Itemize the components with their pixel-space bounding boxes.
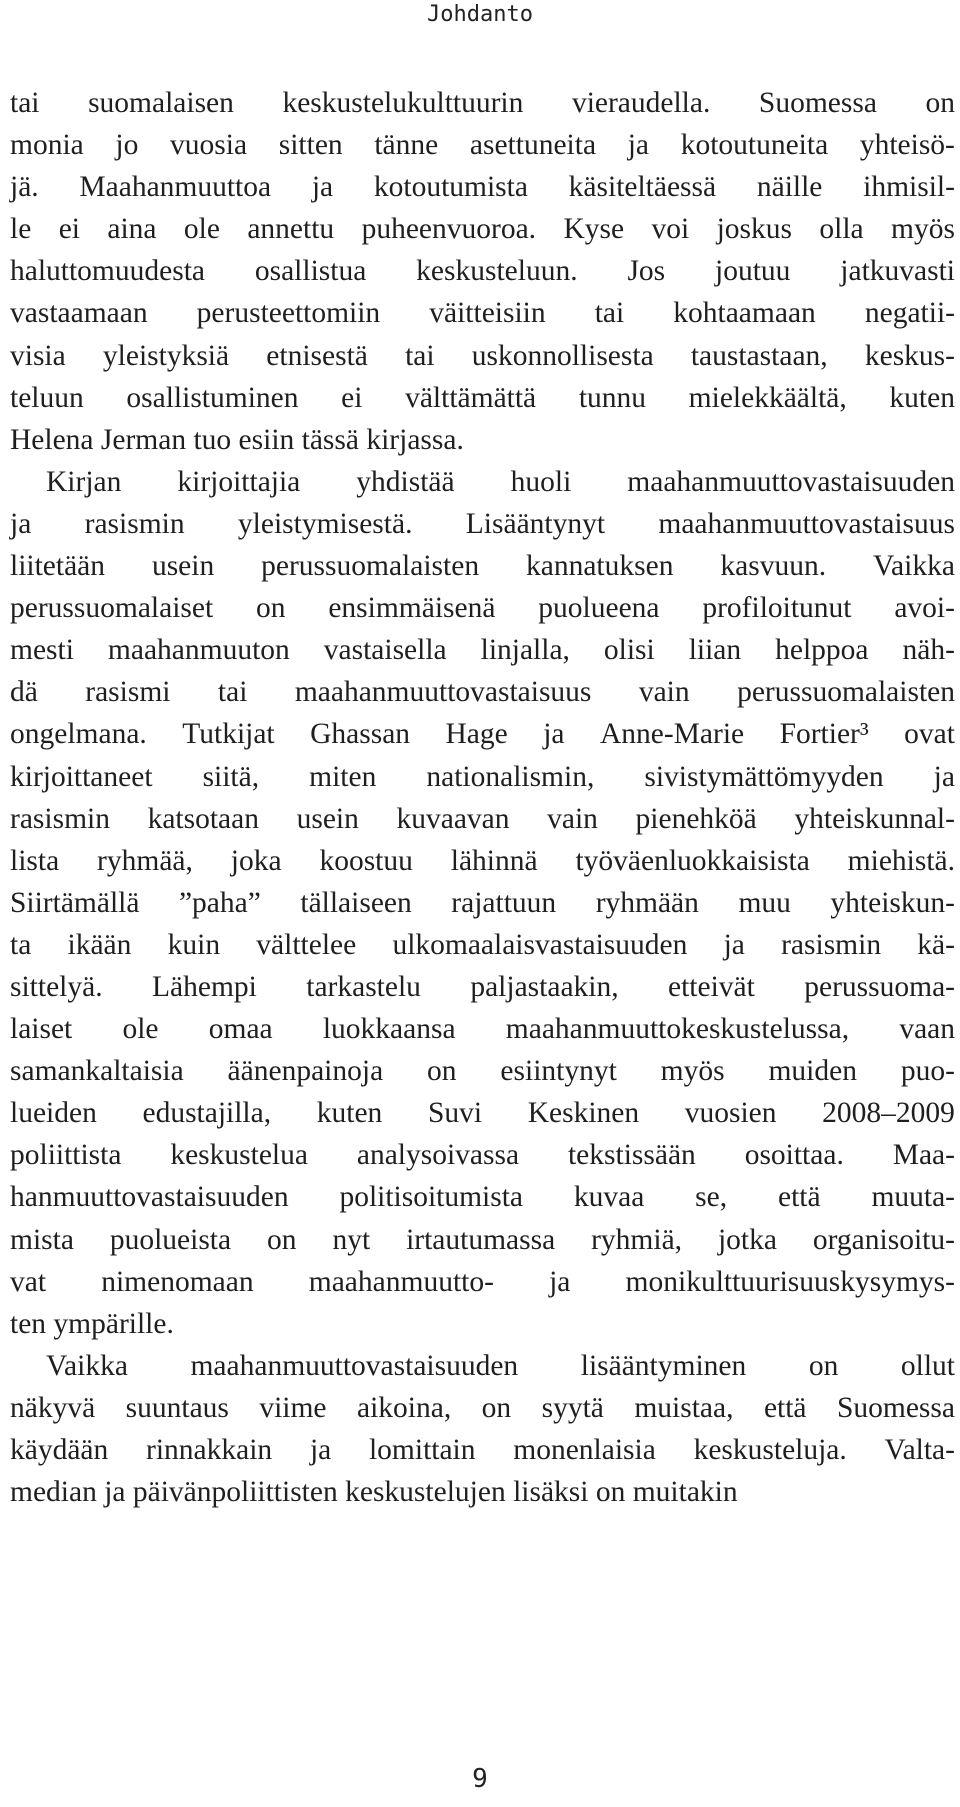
text-line: poliittista keskustelua analysoivassa tekstissään osoittaa. Maa-: [10, 1139, 955, 1172]
text-line: le ei aina ole annettu puheenvuoroa. Kyse voi joskus olla myös: [10, 213, 955, 246]
text-line: dä rasismi tai maahanmuuttovastaisuus vain perussuomalaisten: [10, 676, 955, 709]
text-line: hanmuuttovastaisuuden politisoitumista kuvaa se, että muuta-: [10, 1181, 955, 1214]
page-number: 9: [472, 1764, 488, 1794]
text-line: perussuomalaiset on ensimmäisenä puolueena profiloitunut avoi-: [10, 592, 955, 625]
text-line: jä. Maahanmuuttoa ja kotoutumista käsiteltäessä näille ihmisil-: [10, 171, 955, 204]
paragraph: [10, 1345, 955, 1513]
paragraph: [10, 461, 955, 1345]
text-line: tai suomalaisen keskustelukulttuurin vieraudella. Suomessa on: [10, 87, 955, 119]
text-line: rasismin katsotaan usein kuvaavan vain pienehköä yhteiskunnal-: [10, 802, 955, 835]
text-line: median ja päivänpoliittisten keskustelujen lisäksi on muitakin: [10, 1476, 738, 1509]
text-line: liitetään usein perussuomalaisten kannatuksen kasvuun. Vaikka: [10, 550, 955, 583]
text-line: mesti maahanmuuton vastaisella linjalla, olisi liian helppoa näh-: [10, 634, 955, 667]
body-text: [10, 82, 955, 1513]
text-line: Helena Jerman tuo esiin tässä kirjassa.: [10, 423, 464, 456]
text-line: Siirtämällä ”paha” tällaiseen rajattuun ryhmään muu yhteiskun-: [10, 886, 955, 919]
text-line: näkyvä suuntaus viime aikoina, on syytä muistaa, että Suomessa: [10, 1391, 955, 1424]
text-line: ta ikään kuin välttelee ulkomaalaisvastaisuuden ja rasismin kä-: [10, 928, 955, 961]
text-line: kirjoittaneet siitä, miten nationalismin, sivistymättömyyden ja: [10, 760, 955, 793]
text-line: käydään rinnakkain ja lomittain monenlaisia keskusteluja. Valta-: [10, 1434, 955, 1466]
text-line: monia jo vuosia sitten tänne asettuneita ja kotoutuneita yhteisö-: [10, 129, 955, 162]
text-line: vastaamaan perusteettomiin väitteisiin tai kohtaamaan negatii-: [10, 297, 955, 330]
text-line: mista puolueista on nyt irtautumassa ryhmiä, jotka organisoitu-: [10, 1223, 955, 1256]
text-line: Vaikka maahanmuuttovastaisuuden lisääntyminen on ollut: [46, 1349, 955, 1382]
text-line: sittelyä. Lähempi tarkastelu paljastaakin, etteivät perussuoma-: [10, 970, 955, 1003]
text-line: ja rasismin yleistymisestä. Lisääntynyt maahanmuuttovastaisuus: [10, 507, 955, 540]
text-line: Kirjan kirjoittajia yhdistää huoli maahanmuuttovastaisuuden: [46, 465, 955, 498]
text-line: lueiden edustajilla, kuten Suvi Keskinen vuosien 2008–2009: [10, 1097, 955, 1130]
text-line: lista ryhmää, joka koostuu lähinnä työväenluokkaisista miehistä.: [10, 844, 955, 877]
running-header: Johdanto: [427, 2, 533, 27]
text-line: teluun osallistuminen ei välttämättä tunnu mielekkäältä, kuten: [10, 381, 955, 414]
text-line: ten ympärille.: [10, 1307, 174, 1340]
text-line: vat nimenomaan maahanmuutto- ja monikulttuurisuuskysymys-: [10, 1265, 955, 1298]
text-line: visia yleistyksiä etnisestä tai uskonnollisesta taustastaan, keskus-: [10, 339, 955, 372]
text-line: haluttomuudesta osallistua keskusteluun. Jos joutuu jatkuvasti: [10, 255, 955, 288]
text-line: ongelmana. Tutkijat Ghassan Hage ja Anne-Marie Fortier³ ovat: [10, 718, 955, 751]
text-line: laiset ole omaa luokkaansa maahanmuuttokeskustelussa, vaan: [10, 1013, 955, 1046]
text-line: samankaltaisia äänenpainoja on esiintynyt myös muiden puo-: [10, 1055, 955, 1088]
paragraph: [10, 82, 955, 461]
